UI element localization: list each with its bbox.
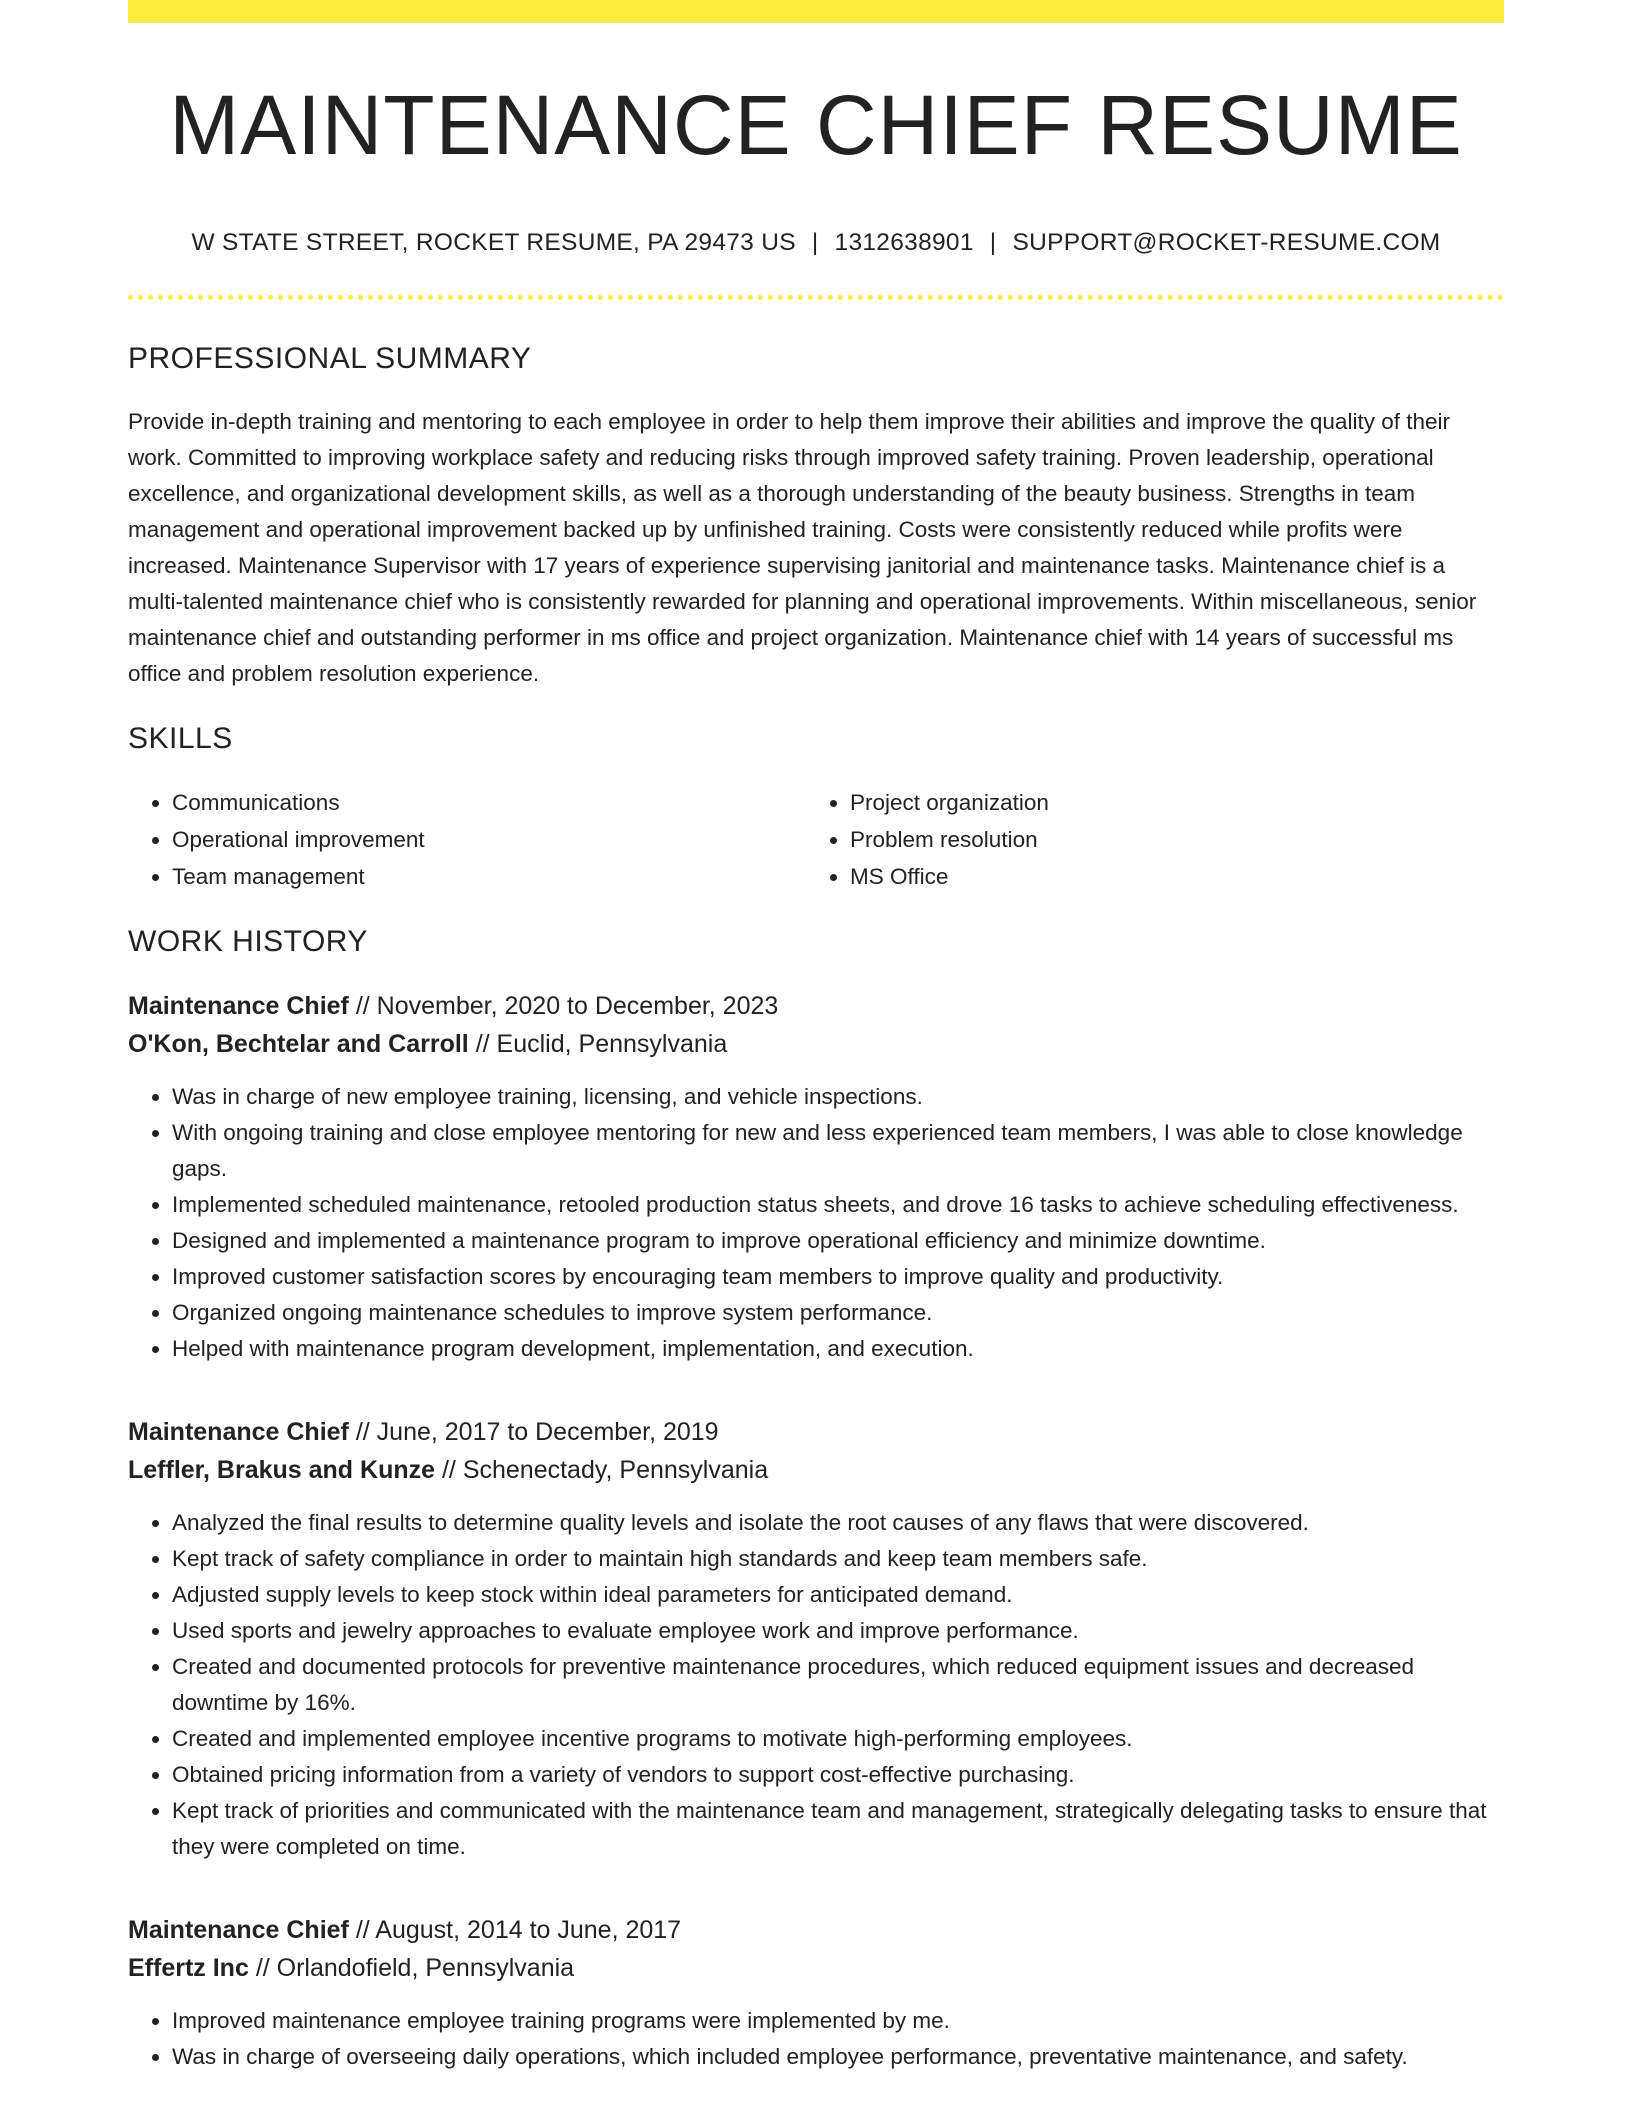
contact-separator: | [811, 229, 819, 256]
job-location: // Orlandofield, Pennsylvania [255, 1954, 575, 1982]
contact-address: W STATE STREET, ROCKET RESUME, PA 29473 US [191, 229, 796, 256]
job-company: Effertz Inc [128, 1954, 249, 1982]
job-bullet: • With ongoing training and close employee mentoring for new and less experienced team members, I was able to close knowledge gaps. [172, 1115, 1504, 1187]
resume-title: MAINTENANCE CHIEF RESUME [169, 78, 1463, 172]
skill-item: • Project organization [850, 784, 1484, 821]
job-bullet: • Analyzed the final results to determine quality levels and isolate the root causes of any flaws that were discovered. [172, 1505, 1504, 1541]
contact-phone: 1312638901 [834, 229, 974, 256]
summary-heading: PROFESSIONAL SUMMARY [128, 342, 532, 375]
job-company-line [128, 1025, 1504, 1063]
job-title: Maintenance Chief [128, 1916, 349, 1944]
job-bullet: • Organized ongoing maintenance schedules to improve system performance. [172, 1295, 1504, 1331]
skills-heading: SKILLS [128, 722, 233, 755]
job-company: O'Kon, Bechtelar and Carroll [128, 1030, 469, 1058]
job-dates: // June, 2017 to December, 2019 [355, 1418, 719, 1446]
job-bullet: • Obtained pricing information from a variety of vendors to support cost-effective purchasing. [172, 1757, 1504, 1793]
job-company-line [128, 1451, 1504, 1489]
job-entry [128, 987, 1504, 1367]
job-bullet: • Used sports and jewelry approaches to evaluate employee work and improve performance. [172, 1613, 1504, 1649]
job-title-line [128, 987, 1504, 1025]
work-history-heading: WORK HISTORY [128, 925, 368, 958]
job-entry [128, 1413, 1504, 1865]
job-title: Maintenance Chief [128, 1418, 349, 1446]
contact-line [128, 229, 1504, 257]
job-bullet: • Implemented scheduled maintenance, retooled production status sheets, and drove 16 tasks to achieve scheduling effectiveness. [172, 1187, 1504, 1223]
job-bullet: • Was in charge of new employee training, licensing, and vehicle inspections. [172, 1079, 1504, 1115]
job-bullet: • Created and documented protocols for preventive maintenance procedures, which reduced equipment issues and decreased downtime by 16%. [172, 1649, 1504, 1721]
dotted-divider [128, 295, 1504, 300]
job-bullet: • Was in charge of overseeing daily operations, which included employee performance, preventative maintenance, and safety. [172, 2039, 1504, 2075]
skill-item: • Operational improvement [172, 821, 806, 858]
summary-text: Provide in-depth training and mentoring to each employee in order to help them improve their abilities and improve the quality of their work. Committed to improving workplace safety and reducing risks through improved safety training. Proven leadership, operational excellence, and organizational development skills, as well as a thorough understanding of the beauty business. Strengths in team management and operational improvement backed up by unfinished training. Costs were consistently reduced while profits were increased. Maintenance Supervisor with 17 years of experience supervising janitorial and maintenance tasks. Maintenance chief is a multi-talented maintenance chief who is consistently rewarded for planning and operational improvements. Within miscellaneous, senior maintenance chief and outstanding performer in ms office and project organization. Maintenance chief with 14 years of successful ms office and problem resolution experience. [128, 409, 1477, 686]
job-bullet: • Kept track of priorities and communicated with the maintenance team and management, strategically delegating tasks to ensure that they were completed on time. [172, 1793, 1504, 1865]
job-bullet: • Adjusted supply levels to keep stock within ideal parameters for anticipated demand. [172, 1577, 1504, 1613]
job-bullets [128, 1079, 1504, 1367]
skills-column-right [806, 784, 1484, 895]
job-title-line [128, 1911, 1504, 1949]
skill-item: • Team management [172, 858, 806, 895]
resume-page [128, 0, 1504, 2075]
job-location: // Schenectady, Pennsylvania [441, 1456, 769, 1484]
job-bullet: • Improved maintenance employee training programs were implemented by me. [172, 2003, 1504, 2039]
skill-item: • Communications [172, 784, 806, 821]
skill-item: • MS Office [850, 858, 1484, 895]
job-title-line [128, 1413, 1504, 1451]
job-title: Maintenance Chief [128, 992, 349, 1020]
job-location: // Euclid, Pennsylvania [475, 1030, 728, 1058]
job-company-line [128, 1949, 1504, 1987]
job-company: Leffler, Brakus and Kunze [128, 1456, 436, 1484]
contact-email: SUPPORT@ROCKET-RESUME.COM [1012, 229, 1441, 256]
job-entry [128, 1911, 1504, 2075]
job-bullet: • Kept track of safety compliance in order to maintain high standards and keep team members safe. [172, 1541, 1504, 1577]
job-bullets [128, 1505, 1504, 1865]
contact-separator: | [989, 229, 997, 256]
job-dates: // August, 2014 to June, 2017 [355, 1916, 682, 1944]
accent-top-bar [128, 0, 1504, 23]
skill-item: • Problem resolution [850, 821, 1484, 858]
job-bullet: • Designed and implemented a maintenance program to improve operational efficiency and minimize downtime. [172, 1223, 1504, 1259]
job-bullets [128, 2003, 1504, 2075]
job-bullet: • Helped with maintenance program development, implementation, and execution. [172, 1331, 1504, 1367]
job-bullet: • Improved customer satisfaction scores by encouraging team members to improve quality and productivity. [172, 1259, 1504, 1295]
skills-list [128, 784, 1504, 895]
skills-column-left [128, 784, 806, 895]
job-dates: // November, 2020 to December, 2023 [355, 992, 779, 1020]
job-bullet: • Created and implemented employee incentive programs to motivate high-performing employees. [172, 1721, 1504, 1757]
